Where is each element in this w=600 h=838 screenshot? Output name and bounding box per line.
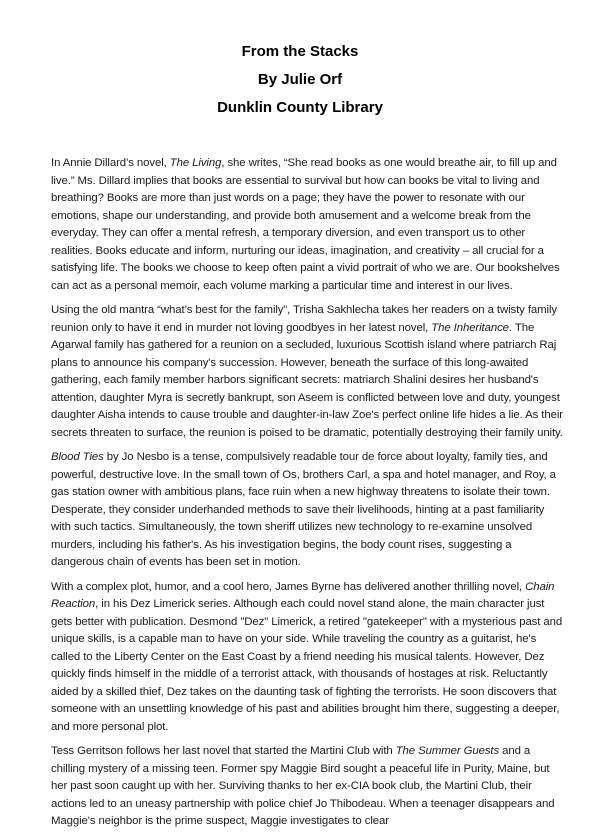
article-paragraph (51, 449, 563, 572)
paragraph-text: With a complex plot, humor, and a cool hero, James Byrne has delivered another thrilling novel, (51, 580, 526, 593)
article-paragraph (51, 155, 563, 295)
paragraph-text: , she writes, “She read books as one would breathe air, to fill up and live.” Ms. Dillard implies that books are essential to survival but how can books be vital to living and breathing? Books are more than just words on a page; they have the power to resonate with our emotions, shape our understanding, and provide both amusement and a welcome break from the everyday. They can offer a mental refresh, a temporary diversion, and even transport us to other realities. Books educate and inform, nurturing our ideas, imagination, and creativity – all crucial for a satisfying life. The books we choose to keep often paint a vivid portrait of who we are. Our bookshelves can act as a personal memoir, each volume marking a particular time and interest in our lives. (51, 157, 560, 292)
paragraph-text: and a chilling mystery of a missing teen. Former spy Maggie Bird sought a peaceful life in Purity, Maine, but her past soon caught up with her. Surviving thanks to her ex-CIA book club, the Martini Club, their actions led to an uneasy partnership with police chief Jo Thibodeau. When a teenager disappears and Maggie's neighbor is the prime suspect, Maggie investigates to clear (51, 745, 555, 827)
book-title: The Summer Guests (395, 745, 500, 757)
article-paragraph (51, 579, 563, 737)
book-title: The Inheritance (431, 321, 509, 334)
byline: By Julie Orf (257, 71, 343, 88)
paragraph-text: Tess Gerritson follows her last novel that started the Martini Club with (51, 745, 396, 757)
paragraph-text: by Jo Nesbo is a tense, compulsively readable tour de force about loyalty, family ties, and powerful, destructive love. In the small town of Os, brothers Carl, a spa and hotel manager, and Roy, a gas station owner with ambitious plans, face ruin when a new highway threatens to isolate their town. Desperate, they consider underhanded methods to save their livelihoods, hinting at a past familiarity with such tactics. Simultaneously, the town sheriff utilizes new technology to re-examine unsolved murders, including his father's. As his investigation begins, the body count rises, suggesting a dangerous chain of events has been set in motion. (51, 451, 556, 568)
column-header (0, 38, 600, 122)
library-name: Dunklin County Library (217, 99, 383, 116)
book-title: Chain Reaction (51, 580, 555, 610)
book-title: Blood Ties (51, 451, 104, 463)
article-body (51, 155, 563, 838)
paragraph-text: . The Agarwal family has gathered for a reunion on a secluded, luxurious Scottish island where patriarch Raj plans to announce his company's succession. However, beneath the surface of this long-awaited gathering, each family member harbors significant secrets: matriarch Shalini desires her husband's attention, daughter Myra is secretly bankrupt, son Aseem is conflicted between love and duty, youngest daughter Aisha intends to cause trouble and daughter-in-law Zoe's perfect online life hides a lie. As their secrets threaten to surface, the reunion is poised to be dramatic, potentially destroying their family unity. (51, 321, 563, 439)
paragraph-text: Using the old mantra “what’s best for the family”, Trisha Sakhlecha takes her readers on a twisty family reunion only to have it end in murder not loving goodbyes in her latest novel, (51, 304, 557, 334)
paragraph-text: , in his Dez Limerick series. Although each could novel stand alone, the main character just gets better with publication. Desmond "Dez" Limerick, a retired "gatekeeper" with a mysterious past and unique skills, is a capable man to have on your side. While traveling the country as a guitarist, he's called to the Liberty Center on the East Coast by a friend needing his musical talents. However, Dez quickly finds himself in the middle of a terrorist attack, with thousands of hostages at risk. Reluctantly aided by a skilled thief, Dez takes on the daunting task of fighting the terrorists. He soon discovers that someone with an unsettling knowledge of his past and abilities brought him there, suggesting a deeper, and more personal plot. (51, 598, 563, 733)
book-title: The Living (169, 157, 222, 169)
article-paragraph (51, 743, 563, 831)
column-title: From the Stacks (241, 43, 359, 60)
paragraph-text: In Annie Dillard’s novel, (51, 157, 170, 169)
article-paragraph (51, 302, 563, 442)
